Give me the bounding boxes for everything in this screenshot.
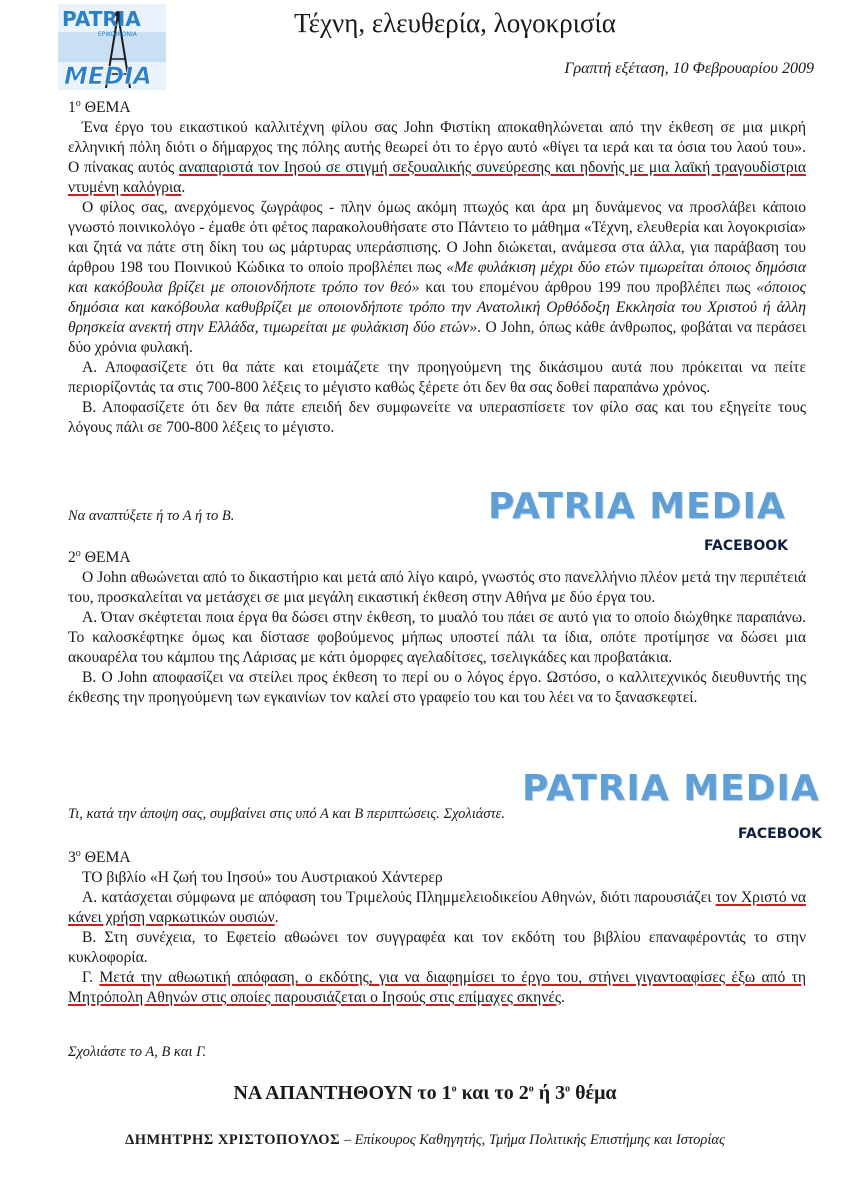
theme-1-heading: $1^o$ ΘΕΜΑ xyxy=(68,97,131,116)
theme-1-instruction: Να αναπτύξετε ή το Α ή το Β. xyxy=(68,508,235,524)
theme-3-option-b: Β. Στη συνέχεια, το Εφετείο αθωώνει τον συγγραφέα και τον εκδότη του βιβλίου επαναφέροντάς το στην κυκλοφορία. xyxy=(68,929,806,966)
theme-2-section xyxy=(68,548,806,708)
theme-3-heading: $3^o$ ΘΕΜΑ xyxy=(68,847,131,866)
theme-3-option-a: Α. κατάσχεται σύμφωνα με απόφαση του Τριμελούς Πλημμελειοδικείου Αθηνών, διότι παρουσιάζει τον Χριστό να κάνει χρήση ναρκωτικών ουσιών. xyxy=(68,889,806,926)
exam-date: Γραπτή εξέταση, 10 Φεβρουαρίου 2009 xyxy=(564,60,814,77)
theme-2-paragraph-1: Ο John αθωώνεται από το δικαστήριο και μετά από λίγο καιρό, γνωστός στο πανελλήνιο πλέον μετά την περιπέτειά του, προσκαλείται να μετάσχει σε μια μεγάλη εικαστική έκθεση στην Αθήνα με δύο έργα του. xyxy=(68,569,806,606)
theme-1-section xyxy=(68,98,806,438)
watermark-1: PATRIA MEDIA FACEBOOK xyxy=(488,486,788,554)
theme-1-option-a: Α. Αποφασίζετε ότι θα πάτε και ετοιμάζετε την προηγούμενη της δικάσιμου αυτά που πρόκειται να πείτε περιορίζοντάς τα στις 700-800 λέξεις το μέγιστο καθώς ξέρετε ότι δεν θα σας δοθεί παραπάνω χρόνος. xyxy=(68,359,806,396)
logo-graphic xyxy=(58,4,166,90)
theme-2-heading: $2^o$ ΘΕΜΑ xyxy=(68,547,131,566)
theme-3-section xyxy=(68,848,806,1008)
svg-text:MEDIA: MEDIA xyxy=(64,62,152,90)
theme-1-paragraph-1: Ένα έργο του εικαστικού καλλιτέχνη φίλου σας John Φιστίκη αποκαθηλώνεται από την έκθεση σε μια μικρή ελληνική πόλη διότι ο δήμαρχος της πόλης αυτής θεωρεί ότι το έργο αυτό «θίγει τα ιερά και τα όσια του λαού του». Ο πίνακας αυτός αναπαριστά τον Ιησού σε στιγμή σεξουαλικής συνεύρεσης και ηδονής με μια λαϊκή τραγουδίστρια ντυμένη καλόγρια. xyxy=(68,119,806,196)
answer-instruction: ΝΑ ΑΠΑΝΤΗΘΟΥΝ το $1^o$ και το $2^o$ ή $3^o$ θέμα xyxy=(233,1082,617,1104)
svg-text:EPIKOINONIA: EPIKOINONIA xyxy=(98,31,137,38)
theme-1-option-b: Β. Αποφασίζετε ότι δεν θα πάτε επειδή δεν συμφωνείτε να υπερασπίσετε τον φίλο σας και του εξηγείτε τους λόγους πάλι σε 700-800 λέξεις το μέγιστο. xyxy=(68,399,806,436)
theme-3-paragraph-1: ΤΟ βιβλίο «Η ζωή του Ιησού» του Αυστριακού Χάντερερ xyxy=(82,869,443,886)
theme-1-paragraph-2: Ο φίλος σας, ανερχόμενος ζωγράφος - πλην όμως ακόμη πτωχός και άρα μη δυνάμενος να προσλάβει κάποιο γνωστό ποινικολόγο - έμαθε ότι φέτος παρακολουθήσατε στο Πάντειο το μάθημα «Τέχνη, ελευθερία και λογοκρισία» και ζητά να πάτε στη δίκη του ως μάρτυρας υπεράσπισης. Ο John διώκεται, ανάμεσα στα άλλα, για παράβαση του άρθρου 198 του Ποινικού Κώδικα το οποίο προβλέπει πως «Με φυλάκιση μέχρι δύο ετών τιμωρείται όποιος δημόσια και κακόβουλα βρίζει με οποιονδήποτε τρόπο τον θεό» και του επομένου άρθρου 199 που προβλέπει πως «όποιος δημόσια και κακόβουλα καθυβρίζει με οποιονδήποτε τρόπο την Ανατολική Ορθόδοξη Εκκλησία του Χριστού ή άλλη θρησκεία ανεκτή στην Ελλάδα, τιμωρείται με φυλάκιση δύο ετών». Ο John, όπως κάθε άνθρωπος, φοβάται να περάσει δύο χρόνια φυλακή. xyxy=(68,199,807,356)
svg-text:PATRIA: PATRIA xyxy=(62,7,141,31)
page-title: Τέχνη, ελευθερία, λογοκρισία xyxy=(294,8,616,38)
patria-media-logo xyxy=(58,4,166,90)
theme-2-option-a: Α. Όταν σκέφτεται ποια έργα θα δώσει στην έκθεση, το μυαλό του πάει σε αυτό για το οποίο διώχθηκε παραπάνω. Το καλοσκέφτηκε όμως και δίστασε φοβούμενος μήπως υποστεί πάλι τα ίδια, οπότε προτίμησε να δώσει μια ακουαρέλα του κάμπου της Λάρισας με κάτι όμορφες αγελαδίτσες, τσελιγκάδες και προβατάκια. xyxy=(68,609,806,666)
author-line: ΔΗΜΗΤΡΗΣ ΧΡΙΣΤΟΠΟΥΛΟΣ – Επίκουρος Καθηγητής, Τμήμα Πολιτικής Επιστήμης και Ιστορίας xyxy=(125,1132,725,1148)
watermark-2: PATRIA MEDIA FACEBOOK xyxy=(522,768,822,842)
theme-2-instruction: Τι, κατά την άποψη σας, συμβαίνει στις υπό Α και Β περιπτώσεις. Σχολιάστε. xyxy=(68,806,506,822)
theme-3-option-c: Γ. Μετά την αθωωτική απόφαση, ο εκδότης, για να διαφημίσει το έργο του, στήνει γιγαντοαφίσες έξω από τη Μητρόπολη Αθηνών στις οποίες παρουσιάζεται ο Ιησούς στις επίμαχες σκηνές. xyxy=(68,969,806,1006)
underlined-passage: τον Χριστό να κάνει χρήση ναρκωτικών ουσιών xyxy=(68,889,806,926)
underlined-passage: αναπαριστά τον Ιησού σε στιγμή σεξουαλικής συνεύρεσης και ηδονής με μια λαϊκή τραγουδίστρια ντυμένη καλόγρια xyxy=(68,159,806,196)
author-name: ΔΗΜΗΤΡΗΣ ΧΡΙΣΤΟΠΟΥΛΟΣ xyxy=(125,1132,341,1148)
theme-3-instruction: Σχολιάστε το Α, Β και Γ. xyxy=(68,1044,207,1060)
theme-2-option-b: Β. Ο John αποφασίζει να στείλει προς έκθεση το περί ου ο λόγος έργο. Ωστόσο, ο καλλιτεχνικός διευθυντής της έκθεσης την προηγούμενη των εγκαινίων τον καλεί στο γραφείο του και του λέει να το ξανασκεφτεί. xyxy=(68,669,806,706)
author-role: Επίκουρος Καθηγητής, Τμήμα Πολιτικής Επιστήμης και Ιστορίας xyxy=(354,1132,725,1148)
underlined-passage: Μετά την αθωωτική απόφαση, ο εκδότης, για να διαφημίσει το έργο του, στήνει γιγαντοαφίσες έξω από τη Μητρόπολη Αθηνών στις οποίες παρουσιάζεται ο Ιησούς στις επίμαχες σκηνές xyxy=(68,969,806,1006)
